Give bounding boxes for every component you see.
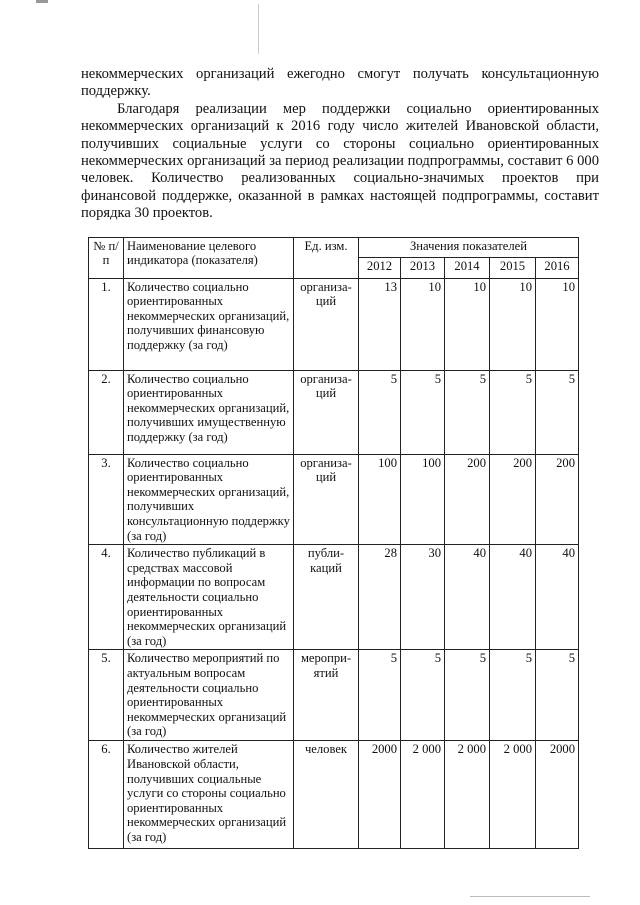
- indicator-name: Количество публикаций в средствах массовой информации по вопросам деятельности социально ориентированных некоммерческих организаций (за год): [124, 545, 294, 650]
- value-2012: 2000: [359, 741, 401, 849]
- value-2013: 5: [401, 370, 445, 454]
- value-2016: 2000: [536, 741, 579, 849]
- unit: человек: [294, 741, 359, 849]
- value-2012: 5: [359, 370, 401, 454]
- header-unit: Ед. изм.: [294, 237, 359, 278]
- header-year: 2012: [359, 258, 401, 279]
- value-2013: 100: [401, 454, 445, 545]
- paragraph-continuation: некоммерческих организаций ежегодно смогут получать консультационную поддержку.: [81, 66, 599, 100]
- header-values: Значения показателей: [359, 237, 579, 258]
- row-number: 6.: [89, 741, 124, 849]
- value-2012: 5: [359, 650, 401, 741]
- value-2014: 40: [445, 545, 490, 650]
- value-2014: 10: [445, 278, 490, 370]
- indicator-name: Количество социально ориентированных некоммерческих организаций, получивших имущественную поддержку (за год): [124, 370, 294, 454]
- header-name: Наименование целевого индикатора (показателя): [124, 237, 294, 278]
- table-row: [89, 741, 579, 849]
- value-2016: 5: [536, 370, 579, 454]
- header-year: 2013: [401, 258, 445, 279]
- value-2014: 5: [445, 370, 490, 454]
- value-2014: 200: [445, 454, 490, 545]
- value-2016: 40: [536, 545, 579, 650]
- value-2015: 200: [490, 454, 536, 545]
- table-row: [89, 370, 579, 454]
- row-number: 2.: [89, 370, 124, 454]
- header-year: 2014: [445, 258, 490, 279]
- row-number: 1.: [89, 278, 124, 370]
- value-2013: 5: [401, 650, 445, 741]
- value-2016: 200: [536, 454, 579, 545]
- value-2014: 2 000: [445, 741, 490, 849]
- paragraph-results: Благодаря реализации мер поддержки социально ориентированных некоммерческих организаций к 2016 году число жителей Ивановской области, получивших социальные услуги со стороны социально ориентированных некоммерческих организаций за период реализации подпрограммы, составит 6 000 человек. Количество реализованных социально-значимых проектов при финансовой поддержке, оказанной в рамках настоящей подпрограммы, составит порядка 30 проектов.: [81, 100, 599, 222]
- row-number: 3.: [89, 454, 124, 545]
- value-2013: 2 000: [401, 741, 445, 849]
- indicators-table: [88, 237, 579, 850]
- indicator-name: Количество жителей Ивановской области, получивших социальные услуги со стороны социально ориентированных некоммерческих организаций (за год): [124, 741, 294, 849]
- value-2016: 10: [536, 278, 579, 370]
- header-year: 2016: [536, 258, 579, 279]
- scan-mark: [470, 896, 590, 897]
- row-number: 4.: [89, 545, 124, 650]
- unit: публи-каций: [294, 545, 359, 650]
- header-no: № п/п: [89, 237, 124, 278]
- value-2013: 30: [401, 545, 445, 650]
- unit: меропри-ятий: [294, 650, 359, 741]
- table-row: [89, 454, 579, 545]
- value-2012: 28: [359, 545, 401, 650]
- unit: организа-ций: [294, 370, 359, 454]
- table-body: [89, 278, 579, 849]
- value-2014: 5: [445, 650, 490, 741]
- unit: организа-ций: [294, 278, 359, 370]
- row-number: 5.: [89, 650, 124, 741]
- table-row: [89, 650, 579, 741]
- value-2015: 2 000: [490, 741, 536, 849]
- header-year: 2015: [490, 258, 536, 279]
- value-2012: 100: [359, 454, 401, 545]
- value-2015: 40: [490, 545, 536, 650]
- table-row: [89, 278, 579, 370]
- indicator-name: Количество социально ориентированных некоммерческих организаций, получивших консультационную поддержку (за год): [124, 454, 294, 545]
- indicator-name: Количество мероприятий по актуальным вопросам деятельности социально ориентированных некоммерческих организаций (за год): [124, 650, 294, 741]
- value-2015: 5: [490, 650, 536, 741]
- indicator-name: Количество социально ориентированных некоммерческих организаций, получивших финансовую поддержку (за год): [124, 278, 294, 370]
- value-2013: 10: [401, 278, 445, 370]
- value-2015: 5: [490, 370, 536, 454]
- unit: организа-ций: [294, 454, 359, 545]
- value-2012: 13: [359, 278, 401, 370]
- table-row: [89, 545, 579, 650]
- value-2015: 10: [490, 278, 536, 370]
- value-2016: 5: [536, 650, 579, 741]
